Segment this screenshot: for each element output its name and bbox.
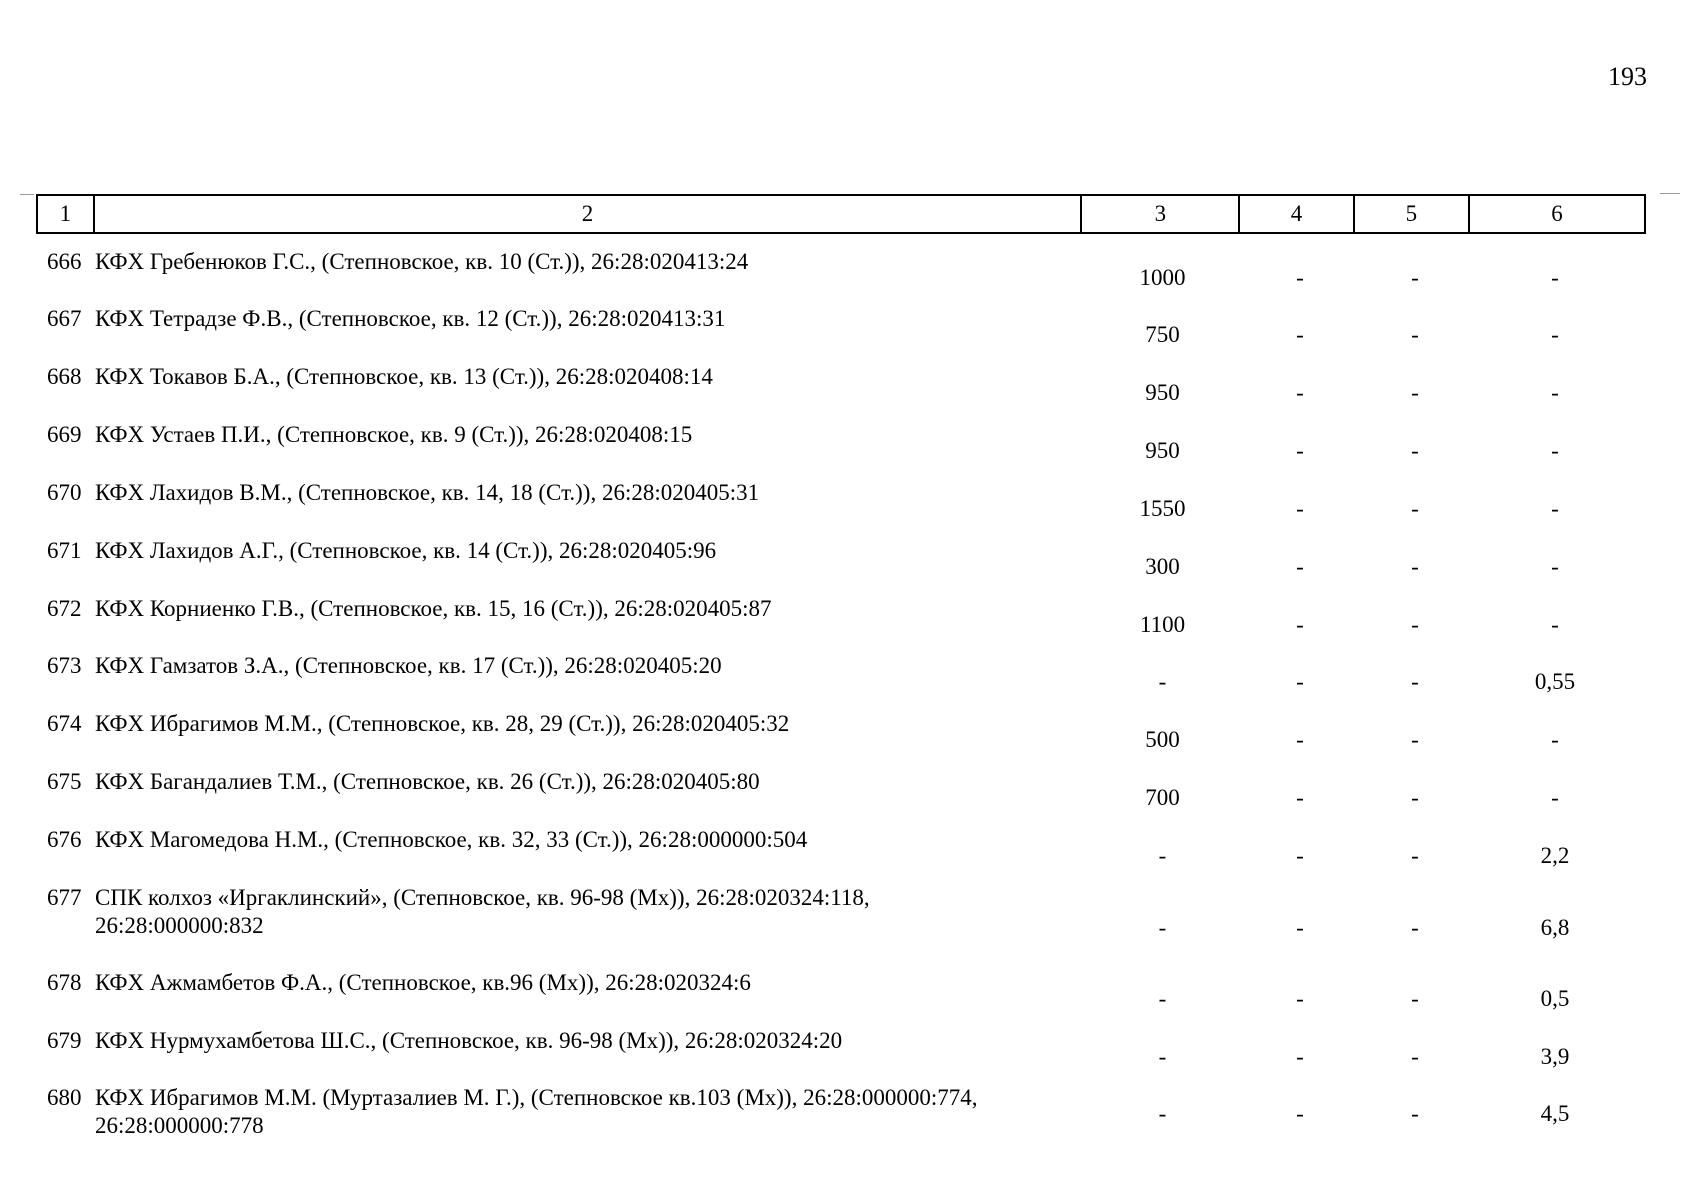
cell-col6: 0,5: [1540, 986, 1570, 1011]
cell-col6: -: [1551, 380, 1559, 405]
row-number: 671: [47, 538, 82, 563]
column-header-3: 3: [1081, 195, 1239, 233]
column-header-table: [36, 194, 1646, 234]
cell-col5: -: [1411, 554, 1419, 579]
cell-col4: -: [1296, 496, 1304, 521]
row-description: КФХ Тетрадзе Ф.В., (Степновское, кв. 12 (Ст.)), 26:28:020413:31: [95, 306, 726, 331]
cell-col4: -: [1296, 380, 1304, 405]
row-number: 672: [47, 596, 82, 621]
row-description: КФХ Ажмамбетов Ф.А., (Степновское, кв.96 (Мх)), 26:28:020324:6: [95, 970, 751, 995]
cell-col3: 1100: [1139, 612, 1186, 637]
column-header-5: 5: [1354, 195, 1469, 233]
row-description: КФХ Токавов Б.А., (Степновское, кв. 13 (Ст.)), 26:28:020408:14: [95, 364, 713, 389]
cell-col3: 1000: [1139, 265, 1186, 290]
row-description: СПК колхоз «Иргаклинский», (Степновское, кв. 96-98 (Мх)), 26:28:020324:118, 26:28:000000:832: [95, 885, 870, 938]
row-description: КФХ Устаев П.И., (Степновское, кв. 9 (Ст.)), 26:28:020408:15: [95, 422, 693, 447]
cell-col3: 500: [1145, 727, 1180, 752]
cell-col4: -: [1296, 727, 1304, 752]
cell-col5: -: [1411, 986, 1419, 1011]
cell-col5: -: [1411, 843, 1419, 868]
scan-mark-right: [1660, 193, 1680, 194]
cell-col4: -: [1296, 986, 1304, 1011]
cell-col6: -: [1551, 322, 1559, 347]
cell-col3: 700: [1145, 785, 1180, 810]
row-description: КФХ Багандалиев Т.М., (Степновское, кв. 26 (Ст.)), 26:28:020405:80: [95, 769, 760, 794]
cell-col6: 2,2: [1540, 843, 1570, 868]
cell-col5: -: [1411, 669, 1419, 694]
cell-col6: -: [1551, 727, 1559, 752]
row-number: 668: [47, 364, 82, 389]
cell-col6: 4,5: [1540, 1101, 1570, 1126]
cell-col6: -: [1551, 265, 1559, 290]
column-header-1: 1: [37, 195, 94, 233]
scan-mark-left: [20, 194, 34, 195]
cell-col4: -: [1296, 1101, 1304, 1126]
cell-col5: -: [1411, 265, 1419, 290]
cell-col5: -: [1411, 612, 1419, 637]
cell-col4: -: [1296, 322, 1304, 347]
row-description: КФХ Магомедова Н.М., (Степновское, кв. 32, 33 (Ст.)), 26:28:000000:504: [95, 827, 808, 852]
column-header-4: 4: [1239, 195, 1353, 233]
cell-col5: -: [1411, 785, 1419, 810]
cell-col5: -: [1411, 915, 1419, 940]
row-number: 673: [47, 653, 82, 678]
cell-col3: -: [1158, 843, 1167, 868]
row-number: 667: [47, 306, 82, 331]
cell-col5: -: [1411, 1101, 1419, 1126]
cell-col3: -: [1158, 915, 1167, 940]
cell-col6: -: [1551, 554, 1559, 579]
cell-col6: -: [1551, 496, 1559, 521]
cell-col6: 0,55: [1534, 669, 1576, 694]
cell-col5: -: [1411, 438, 1419, 463]
cell-col6: 6,8: [1540, 915, 1570, 940]
row-number: 677: [47, 885, 82, 910]
cell-col4: -: [1296, 438, 1304, 463]
row-description: КФХ Гребенюков Г.С., (Степновское, кв. 10 (Ст.)), 26:28:020413:24: [95, 249, 749, 274]
row-number: 666: [47, 249, 82, 274]
row-description: КФХ Ибрагимов М.М. (Муртазалиев М. Г.), (Степновское кв.103 (Мх)), 26:28:000000:774, 26:28:000000:778: [95, 1085, 978, 1138]
cell-col3: 950: [1145, 380, 1180, 405]
cell-col5: -: [1411, 496, 1419, 521]
cell-col3: -: [1158, 986, 1167, 1011]
row-number: 679: [47, 1028, 82, 1053]
row-number: 669: [47, 422, 82, 447]
row-number: 676: [47, 827, 82, 852]
cell-col3: 1550: [1139, 496, 1186, 521]
cell-col4: -: [1296, 1044, 1304, 1069]
row-number: 675: [47, 769, 82, 794]
row-description: КФХ Гамзатов З.А., (Степновское, кв. 17 (Ст.)), 26:28:020405:20: [95, 653, 722, 678]
cell-col6: -: [1551, 612, 1559, 637]
cell-col5: -: [1411, 322, 1419, 347]
column-header-row: [37, 195, 1645, 233]
cell-col5: -: [1411, 727, 1419, 752]
row-number: 670: [47, 480, 82, 505]
row-description: КФХ Корниенко Г.В., (Степновское, кв. 15, 16 (Ст.)), 26:28:020405:87: [95, 596, 772, 621]
cell-col4: -: [1296, 915, 1304, 940]
cell-col6: -: [1551, 785, 1559, 810]
cell-col4: -: [1296, 785, 1304, 810]
cell-col6: -: [1551, 438, 1559, 463]
row-number: 680: [47, 1085, 82, 1110]
cell-col4: -: [1296, 554, 1304, 579]
row-description: КФХ Лахидов А.Г., (Степновское, кв. 14 (Ст.)), 26:28:020405:96: [95, 538, 717, 563]
cell-col5: -: [1411, 380, 1419, 405]
cell-col4: -: [1296, 843, 1304, 868]
column-header-6: 6: [1469, 195, 1645, 233]
cell-col5: -: [1411, 1044, 1419, 1069]
cell-col6: 3,9: [1540, 1044, 1570, 1069]
cell-col3: -: [1158, 1044, 1167, 1069]
cell-col3: -: [1158, 1101, 1167, 1126]
row-description: КФХ Нурмухамбетова Ш.С., (Степновское, кв. 96-98 (Мх)), 26:28:020324:20: [95, 1028, 843, 1053]
row-description: КФХ Лахидов В.М., (Степновское, кв. 14, 18 (Ст.)), 26:28:020405:31: [95, 480, 760, 505]
row-number: 674: [47, 711, 82, 736]
row-number: 678: [47, 970, 82, 995]
cell-col3: 750: [1145, 322, 1180, 347]
cell-col4: -: [1296, 612, 1304, 637]
cell-col3: -: [1158, 669, 1167, 694]
column-header-2: 2: [94, 195, 1082, 233]
row-description: КФХ Ибрагимов М.М., (Степновское, кв. 28, 29 (Ст.)), 26:28:020405:32: [95, 711, 790, 736]
cell-col4: -: [1296, 669, 1304, 694]
cell-col4: -: [1296, 265, 1304, 290]
cell-col3: 950: [1145, 438, 1180, 463]
page-number: 193: [1608, 62, 1647, 91]
cell-col3: 300: [1145, 554, 1180, 579]
